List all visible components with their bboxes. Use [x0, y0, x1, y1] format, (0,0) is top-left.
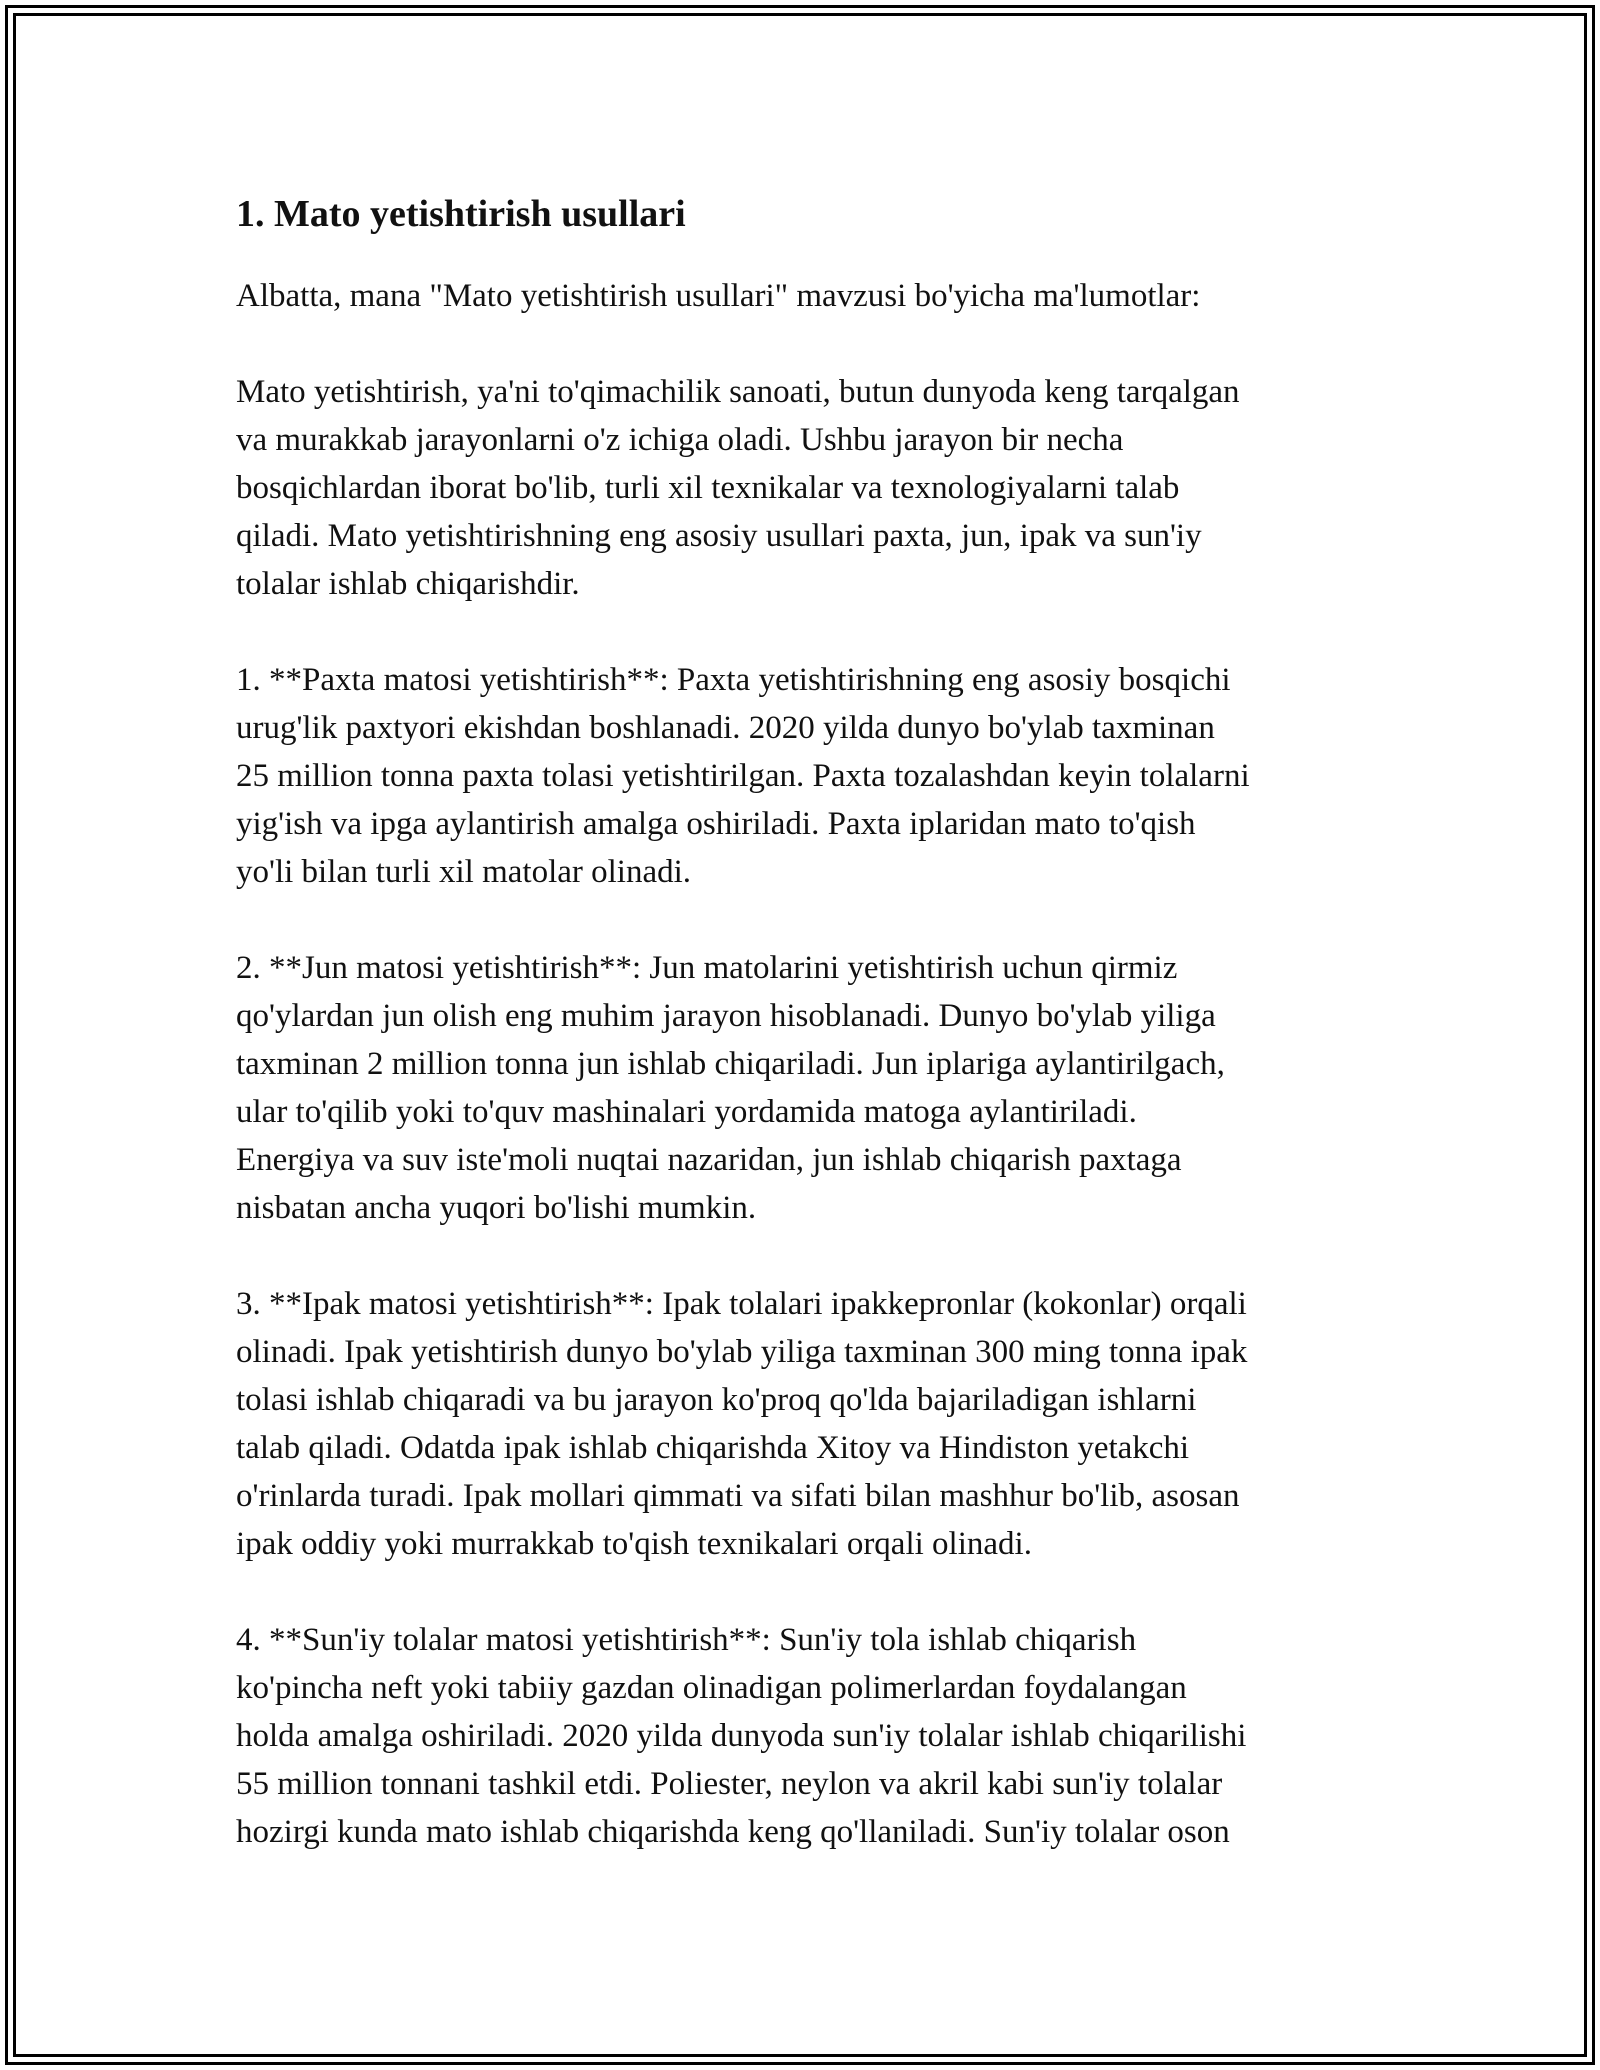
paragraph-line: va murakkab jarayonlarni o'z ichiga oladi. Ushbu jarayon bir necha [236, 422, 1124, 458]
paragraph-wool [236, 944, 1366, 1232]
paragraph-line: 1. **Paxta matosi yetishtirish**: Paxta yetishtirishning eng asosiy bosqichi [236, 662, 1231, 698]
paragraph-line: bosqichlardan iborat bo'lib, turli xil texnikalar va texnologiyalarni talab [236, 470, 1180, 506]
paragraph-line: Energiya va suv iste'moli nuqtai nazaridan, jun ishlab chiqarish paxtaga [236, 1142, 1182, 1178]
paragraph-cotton [236, 656, 1366, 896]
paragraph-line: Albatta, mana "Mato yetishtirish usullari" mavzusi bo'yicha ma'lumotlar: [236, 278, 1201, 314]
paragraph-synthetic [236, 1616, 1366, 1856]
paragraph-line: ipak oddiy yoki murrakkab to'qish texnikalari orqali olinadi. [236, 1526, 1032, 1562]
paragraph-line: yig'ish va ipga aylantirish amalga oshiriladi. Paxta iplaridan mato to'qish [236, 806, 1196, 842]
paragraph-line: urug'lik paxtyori ekishdan boshlanadi. 2020 yilda dunyo bo'ylab taxminan [236, 710, 1215, 746]
paragraph-line: talab qiladi. Odatda ipak ishlab chiqarishda Xitoy va Hindiston yetakchi [236, 1430, 1190, 1466]
paragraph-line: ko'pincha neft yoki tabiiy gazdan olinadigan polimerlardan foydalangan [236, 1670, 1187, 1706]
paragraph-line: tolalar ishlab chiqarishdir. [236, 566, 580, 602]
paragraph-line: 25 million tonna paxta tolasi yetishtirilgan. Paxta tozalashdan keyin tolalarni [236, 758, 1250, 794]
paragraph-line: hozirgi kunda mato ishlab chiqarishda keng qo'llaniladi. Sun'iy tolalar oson [236, 1814, 1230, 1850]
paragraph-line: qo'ylardan jun olish eng muhim jarayon hisoblanadi. Dunyo bo'ylab yiliga [236, 998, 1216, 1034]
paragraph-line: tolasi ishlab chiqaradi va bu jarayon ko'proq qo'lda bajariladigan ishlarni [236, 1382, 1197, 1418]
paragraph-line: Mato yetishtirish, ya'ni to'qimachilik sanoati, butun dunyoda keng tarqalgan [236, 374, 1240, 410]
paragraph-line: 4. **Sun'iy tolalar matosi yetishtirish**: Sun'iy tola ishlab chiqarish [236, 1622, 1137, 1658]
paragraph-overview [236, 368, 1366, 608]
paragraph-line: olinadi. Ipak yetishtirish dunyo bo'ylab yiliga taxminan 300 ming tonna ipak [236, 1334, 1248, 1370]
paragraph-line: 55 million tonnani tashkil etdi. Poliester, neylon va akril kabi sun'iy tolalar [236, 1766, 1223, 1802]
paragraph-line: 3. **Ipak matosi yetishtirish**: Ipak tolalari ipakkepronlar (kokonlar) orqali [236, 1286, 1247, 1322]
paragraph-line: o'rinlarda turadi. Ipak mollari qimmati va sifati bilan mashhur bo'lib, asosan [236, 1478, 1240, 1514]
paragraph-silk [236, 1280, 1366, 1568]
paragraph-intro [236, 272, 1366, 320]
paragraph-line: yo'li bilan turli xil matolar olinadi. [236, 854, 692, 890]
paragraph-line: nisbatan ancha yuqori bo'lishi mumkin. [236, 1190, 757, 1226]
document-title: 1. Mato yetishtirish usullari [236, 193, 686, 235]
paragraph-line: 2. **Jun matosi yetishtirish**: Jun matolarini yetishtirish uchun qirmiz [236, 950, 1178, 986]
document-body [236, 186, 1366, 1904]
paragraph-line: holda amalga oshiriladi. 2020 yilda dunyoda sun'iy tolalar ishlab chiqarilishi [236, 1718, 1247, 1754]
paragraph-line: qiladi. Mato yetishtirishning eng asosiy usullari paxta, jun, ipak va sun'iy [236, 518, 1202, 554]
paragraph-line: ular to'qilib yoki to'quv mashinalari yordamida matoga aylantiriladi. [236, 1094, 1137, 1130]
paragraph-line: taxminan 2 million tonna jun ishlab chiqariladi. Jun iplariga aylantirilgach, [236, 1046, 1225, 1082]
